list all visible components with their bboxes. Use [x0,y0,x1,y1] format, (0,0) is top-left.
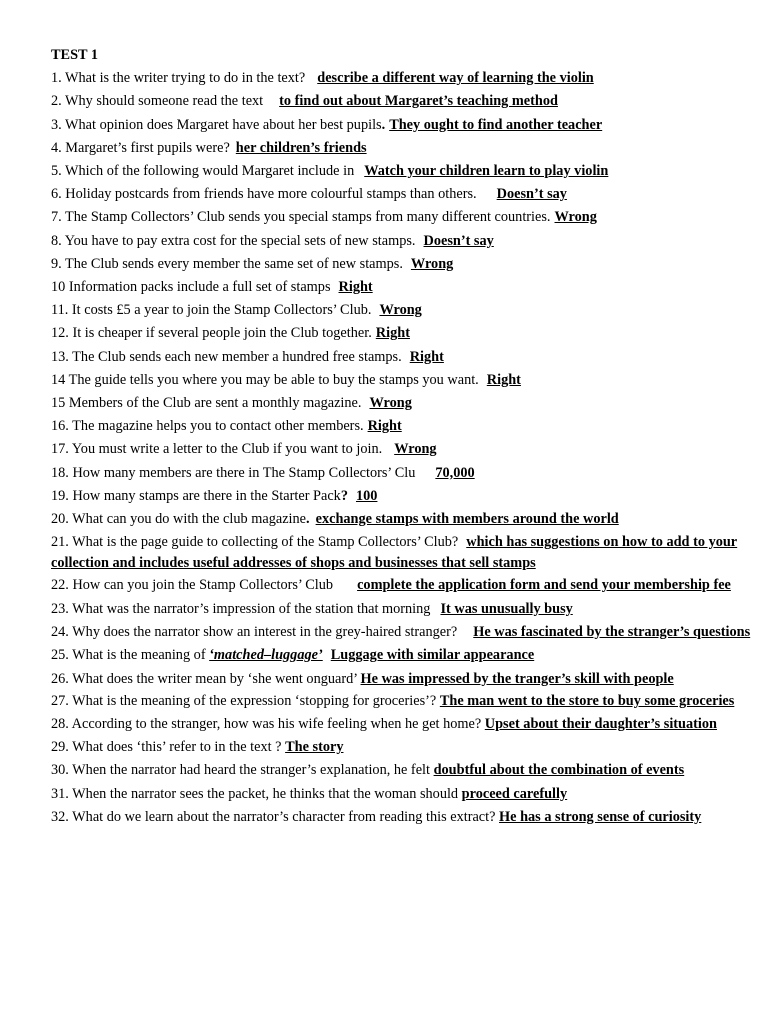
answer-19: 100 [355,487,378,504]
answer-27: The man went to the store to buy some groceries [439,693,735,710]
answer-25: Luggage with similar appearance [330,647,535,664]
question-11: 11. It costs £5 a year to join the Stamp Collectors’ Club. Wrong [51,302,422,319]
question-20: 20. What can you do with the club magazine. exchange stamps with members around the world [51,511,619,528]
answer-21: which has suggestions on how to add to your collection and includes useful addresses of shops and businesses that sell stamps [51,534,738,571]
answer-10: Right [338,279,373,296]
question-4: 4. Margaret’s first pupils were? her children’s friends [51,139,367,156]
question-12: 12. It is cheaper if several people join the Club together. Right [51,325,410,342]
question-14: 14 The guide tells you where you may be able to buy the stamps you want. Right [51,371,521,388]
answer-17: Wrong [394,441,437,458]
test-title: TEST 1 [51,47,99,63]
answer-5: Watch your children learn to play violin [364,163,609,180]
question-1: 1. What is the writer trying to do in the text? describe a different way of learning the violin [51,70,594,87]
answer-6: Doesn’t say [496,186,567,203]
question-18: 18. How many members are there in The Stamp Collectors’ Clu 70,000 [51,464,475,481]
question-13: 13. The Club sends each new member a hundred free stamps. Right [51,348,444,365]
question-24: 24. Why does the narrator show an interest in the grey-haired stranger? He was fascinated by the stranger’s questions [51,623,751,640]
question-17: 17. You must write a letter to the Club if you want to join. Wrong [51,441,437,458]
answer-31: proceed carefully [461,785,568,802]
answer-9: Wrong [410,255,454,272]
answer-28: Upset about their daughter’s situation [484,715,717,732]
question-2: 2. Why should someone read the text to find out about Margaret’s teaching method [51,93,558,110]
answer-2: to find out about Margaret’s teaching method [279,93,558,110]
question-22: 22. How can you join the Stamp Collectors’ Club complete the application form and send your membership fee [51,577,731,594]
answer-1: describe a different way of learning the violin [317,70,594,87]
answer-30: doubtful about the combination of events [433,762,685,779]
answer-7: Wrong [554,209,597,226]
question-30: 30. When the narrator had heard the stranger’s explanation, he felt doubtful about the combination of events [51,762,685,779]
document-page [51,44,757,830]
question-7: 7. The Stamp Collectors’ Club sends you special stamps from many different countries. Wrong [51,209,597,226]
answer-11: Wrong [379,302,422,319]
question-16: 16. The magazine helps you to contact other members. Right [51,418,402,435]
question-32: 32. What do we learn about the narrator’s character from reading this extract? He has a strong sense of curiosity [51,809,702,826]
question-10: 10 Information packs include a full set of stamps Right [51,279,373,296]
answer-4: her children’s friends [235,139,367,156]
question-21: 21. What is the page guide to collecting of the Stamp Collectors’ Club? which has suggestions on how to add to your collection and includes useful addresses of shops and businesses that sell stamps [51,534,738,571]
question-23: 23. What was the narrator’s impression of the station that morning It was unusually busy [51,600,573,617]
answer-26: He was impressed by the tranger’s skill with people [360,670,674,687]
answer-29: The story [285,739,344,756]
answer-3: They ought to find another teacher [389,116,603,133]
answer-15: Wrong [369,395,412,412]
question-31: 31. When the narrator sees the packet, he thinks that the woman should proceed carefully [51,785,568,802]
answer-13: Right [409,348,444,365]
answer-20: exchange stamps with members around the world [315,511,619,528]
question-28: 28. According to the stranger, how was his wife feeling when he get home? Upset about their daughter’s situation [51,715,717,732]
answer-14: Right [486,371,521,388]
question-3: 3. What opinion does Margaret have about her best pupils. They ought to find another teacher [51,116,603,133]
matched-luggage-term: ‘matched–luggage’ [209,647,323,664]
answer-32: He has a strong sense of curiosity [499,809,702,826]
question-6: 6. Holiday postcards from friends have more colourful stamps than others. Doesn’t say [51,186,567,203]
answer-24: He was fascinated by the stranger’s questions [473,623,751,640]
question-15: 15 Members of the Club are sent a monthly magazine. Wrong [51,395,412,412]
answer-12: Right [375,325,410,342]
answer-8: Doesn’t say [423,232,494,249]
answer-16: Right [367,418,402,435]
question-29: 29. What does ‘this’ refer to in the text ? The story [51,739,344,756]
question-9: 9. The Club sends every member the same set of new stamps. Wrong [51,255,454,272]
answer-18: 70,000 [435,464,475,481]
question-27: 27. What is the meaning of the expression ‘stopping for groceries’? The man went to the store to buy some groceries [51,693,735,710]
question-26: 26. What does the writer mean by ‘she went onguard’ He was impressed by the tranger’s skill with people [51,670,674,687]
question-5: 5. Which of the following would Margaret include in Watch your children learn to play violin [51,163,609,180]
question-25: 25. What is the meaning of ‘matched–luggage’ Luggage with similar appearance [51,647,535,664]
question-19: 19. How many stamps are there in the Starter Pack? 100 [51,487,378,504]
answer-22: complete the application form and send your membership fee [357,577,731,594]
question-8: 8. You have to pay extra cost for the special sets of new stamps. Doesn’t say [51,232,494,249]
answer-23: It was unusually busy [440,600,573,617]
